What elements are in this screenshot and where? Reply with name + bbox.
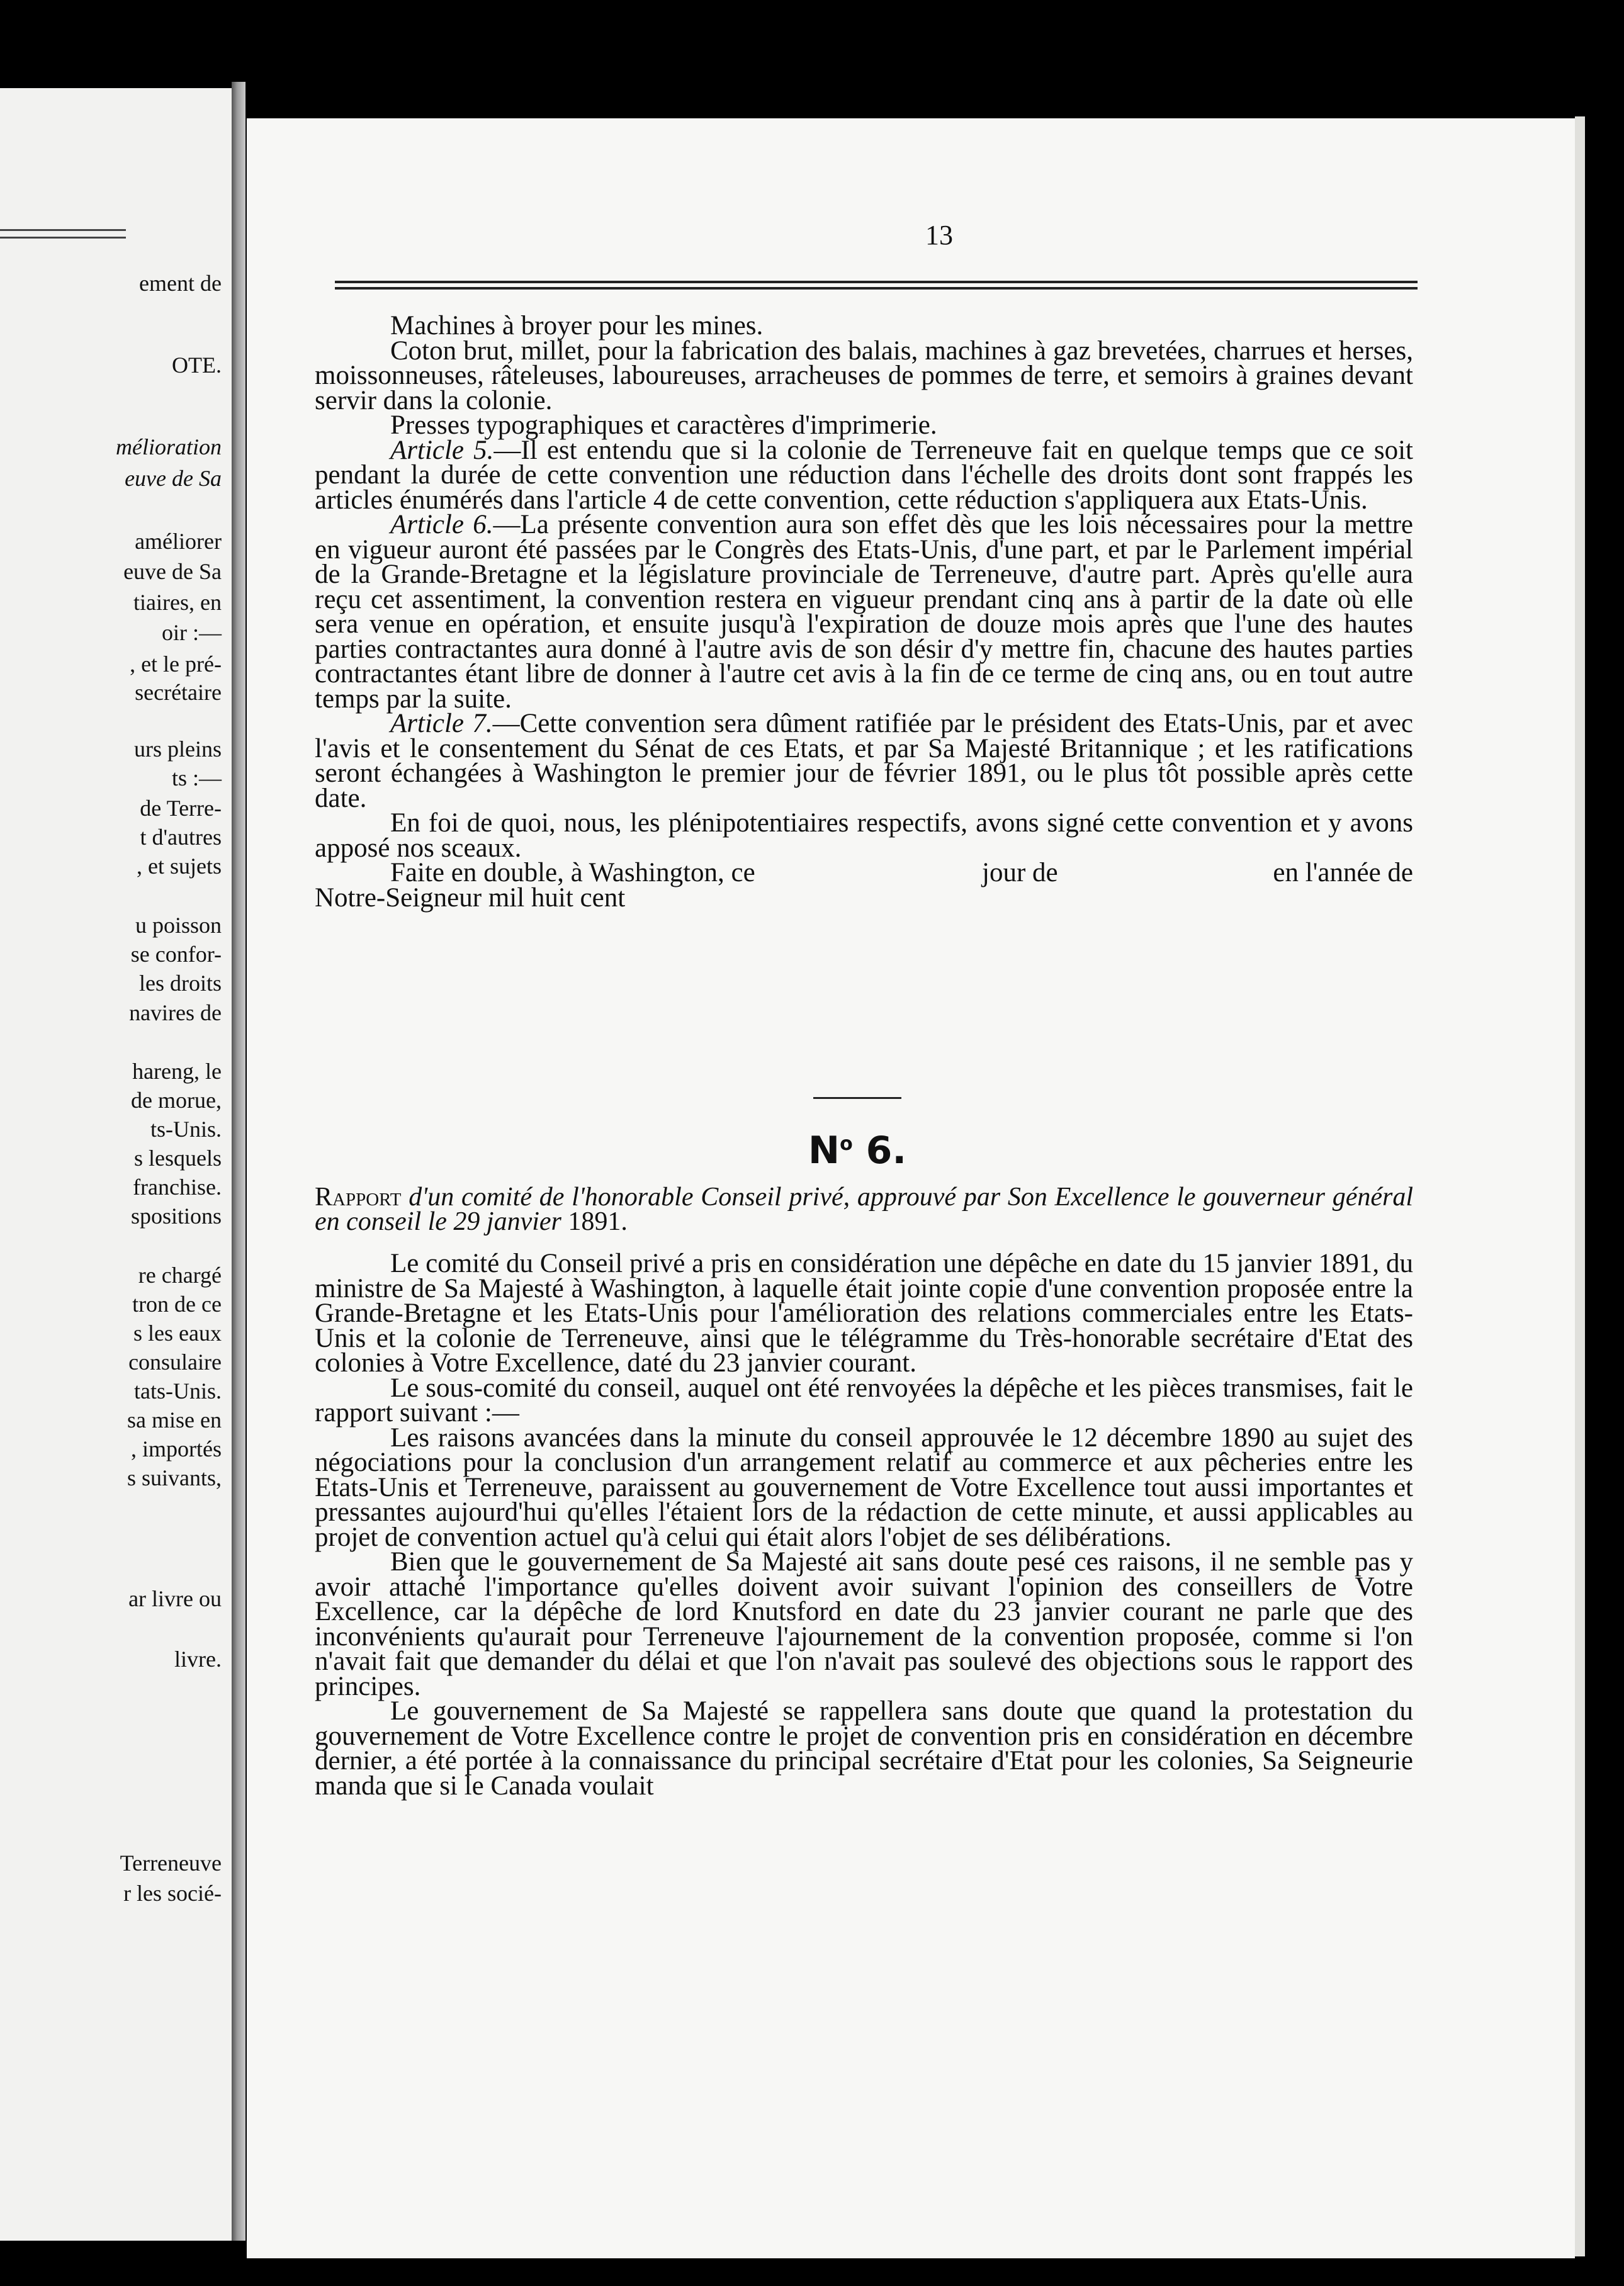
section-divider xyxy=(813,1097,901,1099)
en-l-annee-de: en l'année de xyxy=(1273,858,1413,887)
left-page-line: oir :— xyxy=(162,620,222,645)
report-title-rapport: Rapport xyxy=(315,1183,402,1212)
left-page-line: ar livre ou xyxy=(128,1586,222,1611)
left-page-line: mélioration xyxy=(116,434,222,459)
left-page-line: s suivants, xyxy=(127,1465,222,1490)
left-page-fragment xyxy=(0,88,232,2241)
article-7 xyxy=(315,711,1413,811)
left-page-line: les droits xyxy=(139,971,222,996)
left-page-line: ts-Unis. xyxy=(150,1117,222,1142)
paragraph: Le sous-comité du conseil, auquel ont été renvoyées la dépêche et les pièces transmises, fait le rapport suivant :— xyxy=(315,1373,1413,1427)
article-label: Article 6. xyxy=(390,510,493,539)
left-page-line: tron de ce xyxy=(132,1292,222,1317)
left-page-line: améliorer xyxy=(135,529,222,554)
paragraph: En foi de quoi, nous, les plénipotentiaires respectifs, avons signé cette convention et y avons apposé nos sceaux. xyxy=(315,808,1413,863)
article-5 xyxy=(315,435,1413,515)
report-text xyxy=(315,1249,1413,1801)
left-page-line: euve de Sa xyxy=(125,466,222,491)
faite-en-double: Faite en double, à Washington, ce xyxy=(390,858,755,887)
paragraph: Presses typographiques et caractères d'imprimerie. xyxy=(390,410,937,440)
left-page-line: u poisson xyxy=(135,913,222,938)
left-page-line: consulaire xyxy=(128,1349,222,1375)
left-page-line: se confor- xyxy=(130,942,222,967)
left-page-line: t d'autres xyxy=(140,825,222,850)
jour-de: jour de xyxy=(982,858,1058,887)
left-page-line: s lesquels xyxy=(134,1146,222,1171)
article-text: —Il est entendu que si la colonie de Terreneuve fait en quelque temps que ce soit pendant la durée de cette convention une réduction dans l'échelle des droits dont sont frappés les articles énumérés dans l'article 4 de cette convention, cette réduction s'appliquera aux Etats-Unis. xyxy=(315,435,1413,515)
convention-text xyxy=(315,313,1413,911)
left-page-line: , et le pré- xyxy=(130,651,222,677)
article-label: Article 5. xyxy=(390,435,494,465)
left-page-line: euve de Sa xyxy=(123,559,222,584)
report-title xyxy=(315,1185,1413,1234)
left-page-line: franchise. xyxy=(133,1174,222,1200)
left-page-line: re chargé xyxy=(138,1263,222,1288)
signature-date-line xyxy=(315,860,1413,886)
report-title-year: 1891. xyxy=(568,1207,628,1236)
paragraph: Les raisons avancées dans la minute du conseil approuvée le 12 décembre 1890 au sujet des négociations pour la conclusion d'un arrangement relatif au commerce et aux pêcheries entre les Etats-Unis et Terreneuve, paraissent au gouvernement de Votre Excellence tout aussi importantes et pressantes aujourd'hui qu'elles l'étaient lors de la rédaction de cette minute, et aussi applicables au projet de convention actuel qu'à celui qui était alors l'objet de ses délibérations. xyxy=(315,1422,1413,1552)
header-double-rule xyxy=(335,281,1418,293)
left-page-line: tats-Unis. xyxy=(134,1378,222,1404)
left-page-line: hareng, le xyxy=(132,1059,222,1084)
paragraph: Notre-Seigneur mil huit cent xyxy=(315,883,626,913)
left-page-line: , importés xyxy=(131,1436,222,1461)
paragraph: Bien que le gouvernement de Sa Majesté ait sans doute pesé ces raisons, il ne semble pas y avoir attaché l'importance qu'elles doivent avoir suivant l'opinion des conseillers de Votre Excellence, car la dépêche de lord Knutsford en date du 23 janvier courant ne parle que des inconvénients qu'aurait pour Terreneuve l'ajournement de la convention proposée, comme si l'on n'avait fait que demander du délai et que l'on n'avait pas soulevé des objections sous le rapport des principes. xyxy=(315,1547,1413,1701)
book-gutter xyxy=(232,82,245,2241)
left-page-line: de morue, xyxy=(131,1088,222,1113)
paragraph: Le comité du Conseil privé a pris en considération une dépêche en date du 15 janvier 1891, du ministre de Sa Majesté à Washington, à laquelle était jointe copie d'une convention proposée entre la Grande-Bretagne et les Etats-Unis pour l'amélioration des relations commerciales entre les Etats-Unis et la colonie de Terreneuve, ainsi que le télégramme du Très-honorable secrétaire d'Etat des colonies à Votre Excellence, daté du 23 janvier courant. xyxy=(315,1249,1413,1378)
left-header-rule xyxy=(0,237,126,239)
left-page-line: ement de xyxy=(139,271,222,296)
page-edge xyxy=(1575,116,1585,2256)
article-text: —La présente convention aura son effet dès que les lois nécessaires pour la mettre en vigueur auront été passées par le Congrès des Etats-Unis, d'une part, et par le Parlement impérial de la Grande-Bretagne et la législature provinciale de Terreneuve, d'autre part. Après qu'elle aura reçu cet assentiment, la convention restera en vigueur prendant cinq ans à partir de la date où elle sera venue en opération, et ensuite jusqu'à l'expiration de douze mois après que l'une des hautes parties contractantes aura donné à l'autre avis de son désir d'y mettre fin, chacune des hautes parties contractantes étant libre de donner à l'autre cet avis à la fin de ce terme de cinq ans, ou en tout autre temps par la suite. xyxy=(315,510,1413,714)
report-title-italic: d'un comité de l'honorable Conseil privé, approuvé par Son Excellence le gouverneur général en conseil le 29 janvier xyxy=(315,1183,1414,1236)
left-page-line: livre. xyxy=(174,1647,222,1672)
paragraph: Coton brut, millet, pour la fabrication des balais, machines à gaz brevetées, charrues et herses, moissonneuses, râteleuses, laboureuses, arracheuses de pommes de terre, et semoirs à graines devant servir dans la colonie. xyxy=(315,335,1413,415)
left-page-line: navires de xyxy=(129,1000,222,1025)
left-header-rule xyxy=(0,229,126,231)
left-page-line: s les eaux xyxy=(133,1320,222,1346)
paragraph: Machines à broyer pour les mines. xyxy=(390,311,764,341)
paragraph: Le gouvernement de Sa Majesté se rappellera sans doute que quand la protestation du gouvernement de Votre Excellence contre le projet de convention pris en considération en décembre dernier, a été portée à la connaissance du principal secrétaire d'Etat pour les colonies, Sa Seigneurie manda que si le Canada voulait xyxy=(315,1696,1413,1801)
page-number: 13 xyxy=(925,220,953,251)
article-6 xyxy=(315,510,1413,714)
left-page-line: , et sujets xyxy=(137,853,222,879)
left-page-line: Terreneuve xyxy=(120,1850,222,1876)
left-page-line: secrétaire xyxy=(135,680,222,705)
left-page-line: OTE. xyxy=(172,352,222,378)
left-page-line: r les socié- xyxy=(123,1881,222,1906)
left-page-line: tiaires, en xyxy=(133,590,222,615)
document-number: $N^o$ 6. xyxy=(808,1129,907,1173)
left-page-line: sa mise en xyxy=(127,1407,222,1433)
right-page xyxy=(247,118,1575,2258)
left-page-line: spositions xyxy=(130,1203,222,1229)
left-page-line: ts :— xyxy=(171,765,222,791)
left-page-line: urs pleins xyxy=(134,736,222,762)
left-page-line: de Terre- xyxy=(140,796,222,821)
article-label: Article 7. xyxy=(390,709,493,738)
article-text: —Cette convention sera dûment ratifiée par le président des Etats-Unis, par et avec l'avis et le consentement du Sénat de ces Etats, et par Sa Majesté Britannique ; et les ratifications seront échangées à Washington le premier jour de février 1891, ou le plus tôt possible après cette date. xyxy=(315,709,1413,813)
